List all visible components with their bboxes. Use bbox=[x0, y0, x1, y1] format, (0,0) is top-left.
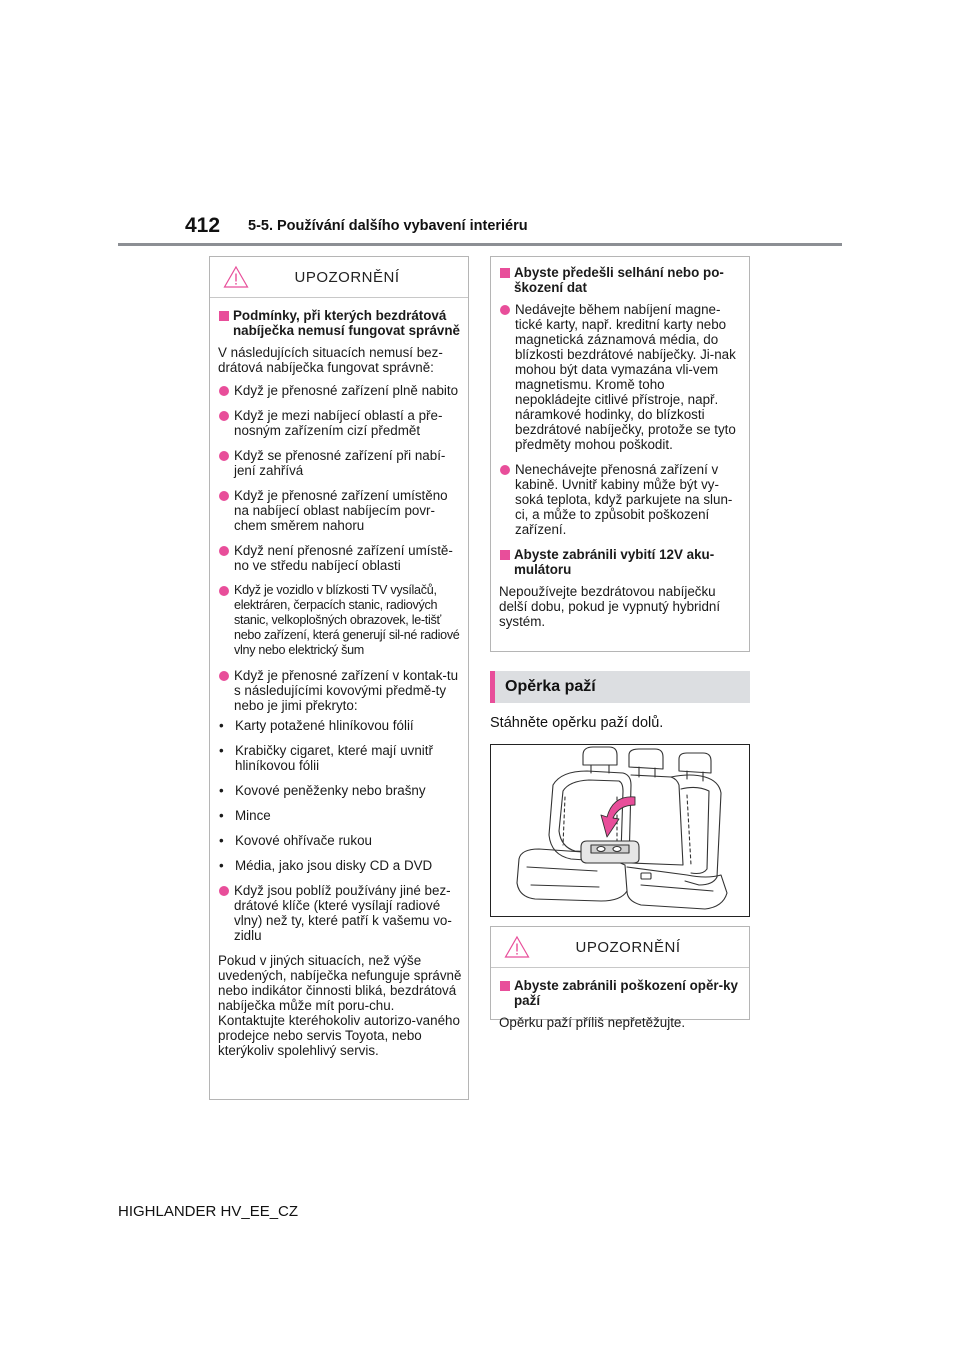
section-heading bbox=[499, 978, 743, 1008]
list-item bbox=[218, 488, 462, 533]
caution-label: UPOZORNĚNÍ bbox=[294, 268, 400, 286]
square-bullet-icon bbox=[500, 268, 510, 278]
list-item bbox=[218, 668, 462, 713]
sub-list-item: • Krabičky cigaret, které mají uvnitř hliníkovou fólii bbox=[218, 743, 462, 773]
closing-paragraph: Pokud v jiných situacích, než výše uvedených, nabíječka nefunguje správně nebo indikátor činnosti bliká, bezdrátová nabíječka může mít poru-chu. Kontaktujte kteréhokoliv autorizo-vaného prodejce nebo servis Toyota, nebo kterýkoliv spolehlivý servis. bbox=[218, 953, 462, 1058]
sub-list-item-text: Kovové peněženky nebo brašny bbox=[235, 783, 426, 798]
sub-list-item-text: Kovové ohřívače rukou bbox=[235, 833, 372, 848]
caution-label: UPOZORNĚNÍ bbox=[575, 938, 681, 956]
heading-text: Abyste předešli selhání nebo po-škození dat bbox=[514, 265, 724, 295]
sub-list-item: • Mince bbox=[219, 808, 271, 823]
list-item bbox=[218, 883, 462, 943]
section-heading bbox=[218, 308, 462, 338]
header-rule bbox=[118, 243, 842, 246]
section-heading bbox=[499, 547, 743, 577]
section-title: 5-5. Používání dalšího vybavení interiéru bbox=[248, 218, 528, 234]
heading-text: Abyste zabránili poškození opěr-ky paží bbox=[514, 978, 738, 1008]
list-item-text: Když se přenosné zařízení při nabí-jení zahřívá bbox=[234, 448, 446, 478]
heading-text: Podmínky, při kterých bezdrátová nabíječka nemusí fungovat správně bbox=[233, 308, 460, 338]
sub-list-item-text: Mince bbox=[235, 808, 271, 823]
circle-bullet-icon bbox=[500, 465, 510, 475]
circle-bullet-icon bbox=[219, 546, 229, 556]
list-item-text: Nedávejte během nabíjení magne-tické karty, např. kreditní karty nebo magnetická záznamová média, do blízkosti bezdrátové nabíječky. Ji-nak mohou být data vymazána vli-vem magnetismu. Kromě toho nepokládejte citlivé přístroje, např. náramkové hodinky, do blízkosti bezdrátové nabíječky, protože se tyto předměty mohou poškodit. bbox=[515, 302, 736, 452]
page-number: 412 bbox=[185, 214, 221, 237]
list-item bbox=[499, 302, 743, 452]
circle-bullet-icon bbox=[219, 491, 229, 501]
list-item-text: Když je vozidlo v blízkosti TV vysílačů, elektráren, čerpacích stanic, radiových stanic, velkoplošných obrazovek, le-tišť nebo zařízení, která generují sil-né radiové vlny nebo elektrický šum bbox=[234, 583, 460, 657]
armrest-illustration bbox=[490, 744, 750, 917]
square-bullet-icon bbox=[219, 311, 229, 321]
square-bullet-icon bbox=[500, 550, 510, 560]
list-item-text: Když jsou poblíž používány jiné bez-drátové klíče (které vysílají radiové vlny) než ty, které patří k vašemu vo-zidlu bbox=[234, 883, 452, 943]
intro-paragraph: V následujících situacích nemusí bez-drátová nabíječka fungovat správně: bbox=[218, 345, 443, 375]
square-bullet-icon bbox=[500, 981, 510, 991]
armrest-instruction: Stáhněte opěrku paží dolů. bbox=[490, 715, 664, 731]
circle-bullet-icon bbox=[219, 671, 229, 681]
sub-list-item-text: Krabičky cigaret, které mají uvnitř hliníkovou fólii bbox=[235, 743, 433, 773]
warning-triangle-icon bbox=[504, 935, 530, 959]
circle-bullet-icon bbox=[219, 886, 229, 896]
list-item bbox=[218, 383, 462, 398]
section-heading bbox=[499, 265, 743, 295]
rear-seat-armrest-image bbox=[491, 745, 749, 916]
circle-bullet-icon bbox=[219, 386, 229, 396]
caution-box-wireless-charger bbox=[209, 256, 469, 1100]
sub-list-item: • Karty potažené hliníkovou fólií bbox=[219, 718, 414, 733]
heading-text: Abyste zabránili vybití 12V aku-mulátoru bbox=[514, 547, 715, 577]
sub-list-item: • Kovové peněženky nebo brašny bbox=[219, 783, 426, 798]
caution-box-continued bbox=[490, 256, 750, 652]
list-item-text: Když je mezi nabíjecí oblastí a pře-nosným zařízením cizí předmět bbox=[234, 408, 443, 438]
sub-list-item-text: Karty potažené hliníkovou fólií bbox=[235, 718, 414, 733]
circle-bullet-icon bbox=[219, 451, 229, 461]
warning-triangle-icon bbox=[223, 265, 249, 289]
sub-list-item: • Kovové ohřívače rukou bbox=[219, 833, 372, 848]
armrest-section-title: Opěrka paží bbox=[490, 671, 750, 703]
list-item-text: Když není přenosné zařízení umístě-no ve středu nabíjecí oblasti bbox=[234, 543, 453, 573]
list-item bbox=[218, 408, 462, 438]
list-item bbox=[218, 543, 462, 573]
list-item bbox=[499, 462, 743, 537]
paragraph: Nepoužívejte bezdrátovou nabíječku delší dobu, pokud je vypnutý hybridní systém. bbox=[499, 584, 721, 629]
caution-header bbox=[491, 927, 749, 968]
list-item bbox=[218, 583, 462, 658]
circle-bullet-icon bbox=[219, 586, 229, 596]
caution-header bbox=[210, 257, 468, 298]
footer-model-code: HIGHLANDER HV_EE_CZ bbox=[118, 1203, 299, 1220]
paragraph: Opěrku paží příliš nepřetěžujte. bbox=[499, 1015, 686, 1030]
list-item-text: Když je přenosné zařízení umístěno na nabíjecí oblast nabíjecím povr-chem směrem nahoru bbox=[234, 488, 448, 533]
list-item-text: Když je přenosné zařízení plně nabito bbox=[234, 383, 459, 398]
list-item bbox=[218, 448, 462, 478]
list-item-text: Nenechávejte přenosná zařízení v kabině. Uvnitř kabiny může být vy-soká teplota, když parkujete na slun-ci, a může to způsobit poškození zařízení. bbox=[515, 462, 733, 537]
circle-bullet-icon bbox=[219, 411, 229, 421]
sub-list-item: • Média, jako jsou disky CD a DVD bbox=[219, 858, 433, 873]
sub-list-item-text: Média, jako jsou disky CD a DVD bbox=[235, 858, 433, 873]
list-item-text: Když je přenosné zařízení v kontak-tu s následujícími kovovými předmě-ty nebo je jimi překryto: bbox=[234, 668, 459, 713]
circle-bullet-icon bbox=[500, 305, 510, 315]
caution-box-armrest bbox=[490, 926, 750, 1030]
